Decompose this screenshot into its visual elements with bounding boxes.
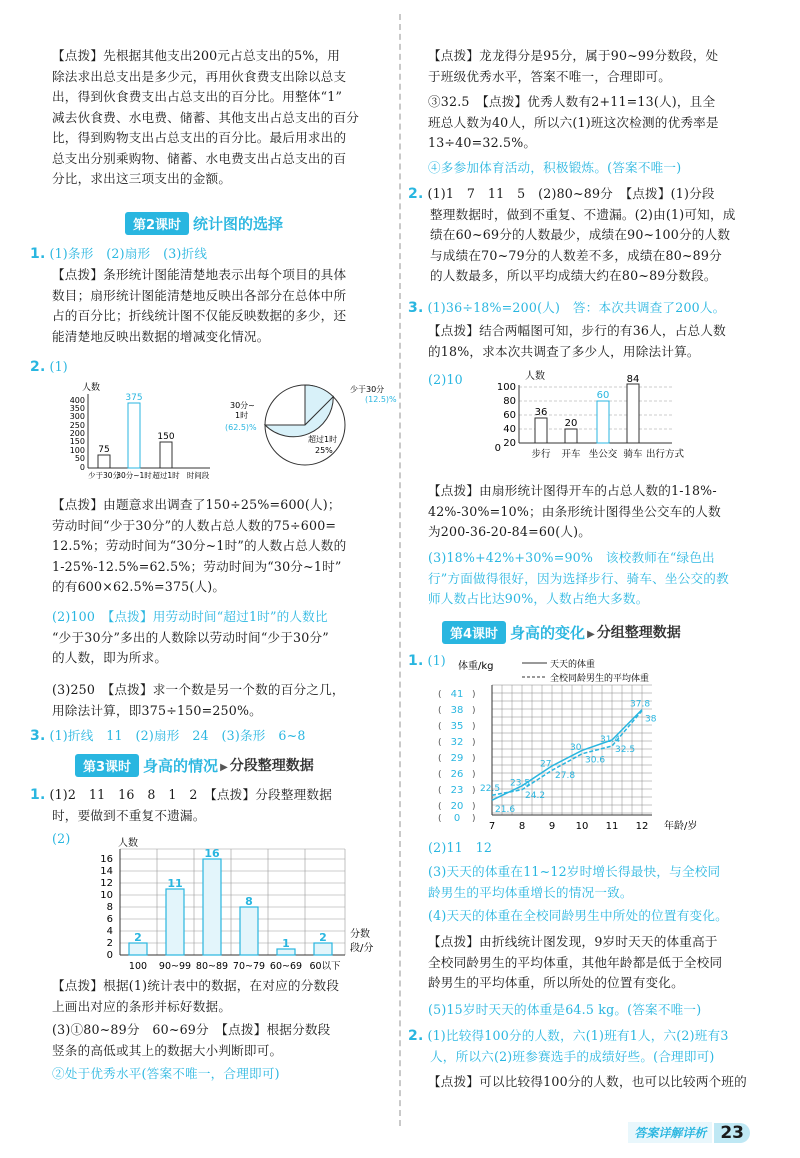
ytick: 0 [453, 813, 461, 824]
ytick: 0 [494, 443, 501, 454]
bar-90-99 [166, 889, 184, 955]
r-question-2: 2. (1)1 7 11 5 (2)80~89分 【点拨】(1)分段 整理数据时，做到不重复、不遗漏。(2)由(1)可知，成 绩在60~69分的人数最少，成绩在90~100分的人数 与成绩在70~79分的人数差不多，成绩在80~89分 的人数最多，所以平均成绩大约在80~89分数段。 [408, 186, 736, 283]
ytick: 32 [450, 737, 464, 748]
small-bar-chart [60, 378, 235, 488]
xtick: 100 [128, 961, 148, 972]
svg-text:(: ( [438, 814, 442, 824]
ytick: 35 [450, 721, 464, 732]
ytick: 10 [100, 890, 113, 901]
question-2-part3: (3)250 【点拨】求一个数是另一个数的百分之几， 用除法计算，即375÷150=250%。 [52, 682, 345, 718]
xtick: 9 [548, 821, 556, 832]
l4-question-2: 2. (1)比较得100分的人数，六(1)班有1人，六(2)班有3 人，所以六(2)班参赛选手的成绩好些。(合理即可) [408, 1028, 729, 1064]
ytick: 100 [69, 446, 85, 455]
ytick: 20 [450, 801, 464, 812]
line-ylabel: 体重/kg [458, 661, 494, 672]
question-2-tip: 【点拨】由题意求出调查了150÷25%=600(人)； 劳动时间“少于30分”的人数占总人数的75÷600= 12.5%；劳动时间为“30分~1时”的人数占总人数的 1-25%-12.5%=62.5%；劳动时间为“30分~1时” 的有600×62.5%=375(人)。 [52, 497, 347, 594]
l3-question-1-part3b: ②处于优秀水平(答案不唯一，合理即可) [52, 1066, 280, 1081]
ytick: 250 [69, 421, 85, 430]
bar-70-79 [240, 907, 258, 955]
bar-label: 150 [157, 432, 175, 442]
ytick: 38 [450, 705, 464, 716]
bar-big-xlabel: 分数 [350, 929, 370, 940]
bar-over1h [160, 442, 172, 468]
bar-label: 2 [319, 931, 327, 944]
point-label-tiantian: 21.6 [495, 805, 516, 816]
bar-walk [535, 418, 547, 443]
point-label-tiantian: 27.8 [555, 770, 576, 781]
l3-question-1-part3: (3)①80~89分 60~69分 【点拨】根据分数段 竖条的高低或其上的数据大小判断即可。 [52, 1022, 331, 1058]
bar-label: 11 [167, 877, 183, 890]
xtick: 90~99 [158, 961, 192, 972]
ytick: 8 [106, 902, 113, 913]
question-1-tip: 【点拨】条形统计图能清楚地表示出每个项目的具体 数目；扇形统计图能清楚地反映出各部分在总体中所 占的百分比；折线统计图不仅能反映数据的多少，还 能清楚地反映出数据的增减变化情况。 [52, 267, 347, 344]
xtick: 80~89 [195, 961, 229, 972]
ytick: 20 [503, 438, 516, 449]
pie-label: (12.5)% [365, 395, 397, 404]
tip-paragraph: 【点拨】先根据其他支出200元占总支出的5%，用 除法求出总支出是多少元，再用伙食费支出除以总支 出，得到伙食费支出占总支出的百分比。用整体“1” 减去伙食费、水电费、储蓄、其他支出占总支出的百分 比，得到购物支出占总支出的百分比。最后用求出的 总支出分别乘购物、储蓄、水电费支出占总支出的百 分比，求出这三项支出的金额。 [52, 48, 360, 186]
question-2-part2: (2)100 【点拨】用劳动时间“超过1时”的人数比 “少于30分”多出的人数除以劳动时间“少于30分” 的人数，即为所求。 [52, 609, 329, 665]
point-label-tiantian: 32.5 [615, 744, 636, 755]
l4-part3: (3)天天的体重在11~12岁时增长得最快，与全校同 龄男生的平均体重增长的情况一致。 [428, 864, 721, 900]
r-paragraph-2: ④多参加体育活动，积极锻炼。(答案不唯一) [428, 160, 682, 175]
bar-big-xlabel: 段/分 [350, 943, 374, 954]
ytick: 41 [450, 689, 464, 700]
big-bar-chart [80, 835, 380, 975]
l4-tip: 【点拨】由折线统计图发现，9岁时天天的体重高于 全校同龄男生的平均体重，其他年龄都是低于全校同 龄男生的平均体重，所以所处的位置有变化。 [428, 934, 723, 990]
xtick: 70~79 [232, 961, 266, 972]
pie-label: 25% [315, 446, 333, 455]
travel-bar-chart [494, 365, 707, 477]
ytick: 6 [106, 914, 113, 925]
point-label-tiantian: 24.2 [525, 790, 546, 801]
weight-line-chart [432, 655, 742, 835]
l4-part4: (4)天天的体重在全校同龄男生中所处的位置有变化。 [428, 908, 728, 923]
footer-label: 答案详解详析 [628, 1122, 712, 1143]
ytick: 200 [69, 429, 85, 438]
question-2: 2. (1) [30, 359, 68, 375]
xtick: 60~69 [269, 961, 303, 972]
point-label-average: 37.8 [630, 699, 651, 710]
ytick: 60 [503, 410, 516, 421]
ytick: 23 [450, 785, 464, 796]
l4-part5: (5)15岁时天天的体重是64.5 kg。(答案不唯一) [428, 1002, 702, 1017]
xtick: 12 [635, 821, 649, 832]
pie-label: 超过1时 [308, 435, 338, 444]
bar-big-ylabel: 人数 [118, 838, 138, 849]
l3-question-1-part2: (2) [52, 831, 71, 846]
question-1: 1. (1)条形 (2)扇形 (3)折线 [30, 246, 208, 262]
legend-2: 全校同龄男生的平均体重 [550, 674, 650, 684]
svg-text:): ) [472, 722, 476, 732]
ytick: 16 [100, 854, 113, 865]
bar-bike [627, 384, 639, 443]
r-question-3-part3: (3)18%+42%+30%=90% 该校教师在“绿色出 行”方面做得很好，因为选择步行、骑车、坐公交的教 师人数占比达90%，人数占绝大多数。 [428, 550, 729, 606]
ytick: 2 [106, 938, 113, 949]
bar-bus [597, 401, 609, 443]
ytick: 26 [450, 769, 464, 780]
column-divider [399, 14, 401, 1126]
page-footer [628, 1122, 750, 1143]
xtick: 骑车 [623, 449, 643, 460]
lesson-4-header: 第4课时 身高的变化 ▶ 分组整理数据 [442, 620, 681, 644]
xtick: 坐公交 [588, 449, 618, 460]
point-label-tiantian: 38 [645, 714, 657, 725]
point-label-average: 22.5 [480, 784, 501, 795]
lesson-3-header: 第3课时 身高的情况 ▶ 分段整理数据 [75, 753, 314, 777]
svg-text:): ) [472, 786, 476, 796]
bar-small-ylabel: 人数 [82, 383, 101, 393]
svg-text:(: ( [438, 706, 442, 716]
bar-label: 16 [204, 847, 220, 860]
pie-label: 1时 [235, 411, 249, 420]
pie-label: 少于30分 [350, 385, 385, 394]
r-paragraph-1: ③32.5 【点拨】优秀人数有2+11=13(人)，且全 班总人数为40人，所以六(1)班这次检测的优秀率是 13÷40=32.5%。 [428, 94, 719, 150]
question-3: 3. (1)折线 11 (2)扇形 24 (3)条形 6~8 [30, 728, 306, 744]
ytick: 350 [69, 404, 85, 413]
l4-part2: (2)11 12 [428, 840, 493, 855]
svg-text:): ) [472, 802, 476, 812]
pie-label: (62.5)% [225, 423, 257, 432]
ytick: 14 [100, 866, 113, 877]
svg-text:): ) [472, 690, 476, 700]
ytick: 0 [79, 463, 85, 472]
r-question-3-tip: 【点拨】结合两幅图可知，步行的有36人，占总人数 的18%，求本次共调查了多少人，用除法计算。 [428, 323, 726, 359]
bar-drive [565, 429, 577, 443]
svg-text:(: ( [438, 738, 442, 748]
legend-1: 天天的体重 [550, 660, 596, 670]
xtick: 步行 [531, 449, 551, 460]
ytick: 0 [106, 950, 113, 961]
xtick: 开车 [561, 449, 581, 460]
svg-text:(: ( [438, 786, 442, 796]
svg-text:(: ( [438, 754, 442, 764]
pie-chart [220, 380, 395, 470]
svg-text:): ) [472, 706, 476, 716]
svg-text:): ) [472, 770, 476, 780]
svg-text:): ) [472, 738, 476, 748]
ytick: 100 [496, 382, 516, 393]
point-label-average: 30 [570, 742, 582, 753]
bar-label: 375 [125, 393, 143, 403]
ytick: 4 [106, 926, 113, 937]
bar-label: 2 [134, 931, 142, 944]
bar-label: 36 [534, 407, 548, 418]
xtick: 7 [488, 821, 496, 832]
point-label-average: 27 [540, 759, 552, 770]
bar-100 [129, 943, 147, 955]
xtick: 30分~1时 [116, 471, 152, 480]
pie-label: 30分~ [230, 401, 255, 410]
svg-text:(: ( [438, 690, 442, 700]
svg-text:(: ( [438, 770, 442, 780]
point-label-average: 31.4 [600, 735, 621, 746]
bar-label: 60 [596, 390, 610, 401]
r-question-3-tip2: 【点拨】由扇形统计图得开车的占总人数的1-18%- 42%-30%=10%；由条形统计图得坐公交车的人数 为200-36-20-84=60(人)。 [428, 483, 721, 539]
bar-80-89 [203, 859, 221, 955]
bar-label: 84 [626, 374, 640, 385]
point-label-tiantian: 30.6 [585, 755, 606, 766]
svg-text:): ) [472, 814, 476, 824]
xtick: 11 [605, 821, 619, 832]
point-label-average: 23.5 [510, 778, 531, 789]
bar-under30 [98, 455, 110, 468]
bar-label: 8 [245, 895, 253, 908]
l4-question-2-tip: 【点拨】可以比较得100分的人数，也可以比较两个班的 [428, 1074, 747, 1089]
svg-text:(: ( [438, 802, 442, 812]
xtick: 出行方式 [645, 449, 685, 460]
ytick: 150 [69, 437, 85, 446]
svg-text:): ) [472, 754, 476, 764]
xtick: 时间段 [186, 471, 210, 480]
ytick: 300 [69, 412, 85, 421]
travel-ylabel: 人数 [525, 371, 545, 382]
lesson-2-header: 第2课时 统计图的选择 [125, 211, 283, 235]
ytick: 80 [503, 396, 516, 407]
xtick: 超过1时 [152, 471, 180, 480]
bar-below60 [314, 943, 332, 955]
ytick: 50 [74, 454, 85, 463]
l3-question-1-tip: 【点拨】根据(1)统计表中的数据，在对应的分数段 上画出对应的条形并标好数据。 [52, 978, 340, 1014]
r-paragraph-0: 【点拨】龙龙得分是95分，属于90~99分数段，处 于班级优秀水平，答案不唯一，合理即可。 [428, 48, 719, 84]
ytick: 400 [69, 396, 85, 405]
ytick: 29 [450, 753, 464, 764]
ytick: 12 [100, 878, 113, 889]
svg-text:(: ( [438, 722, 442, 732]
bar-label: 20 [564, 418, 578, 429]
xtick: 10 [575, 821, 589, 832]
xtick: 8 [518, 821, 526, 832]
l3-question-1: 1. (1)2 11 16 8 1 2 【点拨】分段整理数据 时，要做到不重复不遗漏。 [30, 787, 333, 823]
bar-label: 75 [98, 445, 110, 455]
r-question-3: 3. (1)36÷18%=200(人) 答：本次共调查了200人。 [408, 300, 726, 316]
bar-label: 1 [282, 937, 290, 950]
line-xlabel: 年龄/岁 [664, 821, 698, 832]
xtick: 少于30分 [87, 471, 121, 480]
l4-question-1: 1. (1) [408, 653, 446, 669]
r-question-3-part2: (2)10 [428, 372, 463, 387]
page-number: 23 [714, 1123, 750, 1143]
bar-30to1h [128, 403, 140, 468]
xtick: 60以下 [309, 961, 341, 972]
ytick: 40 [503, 424, 516, 435]
